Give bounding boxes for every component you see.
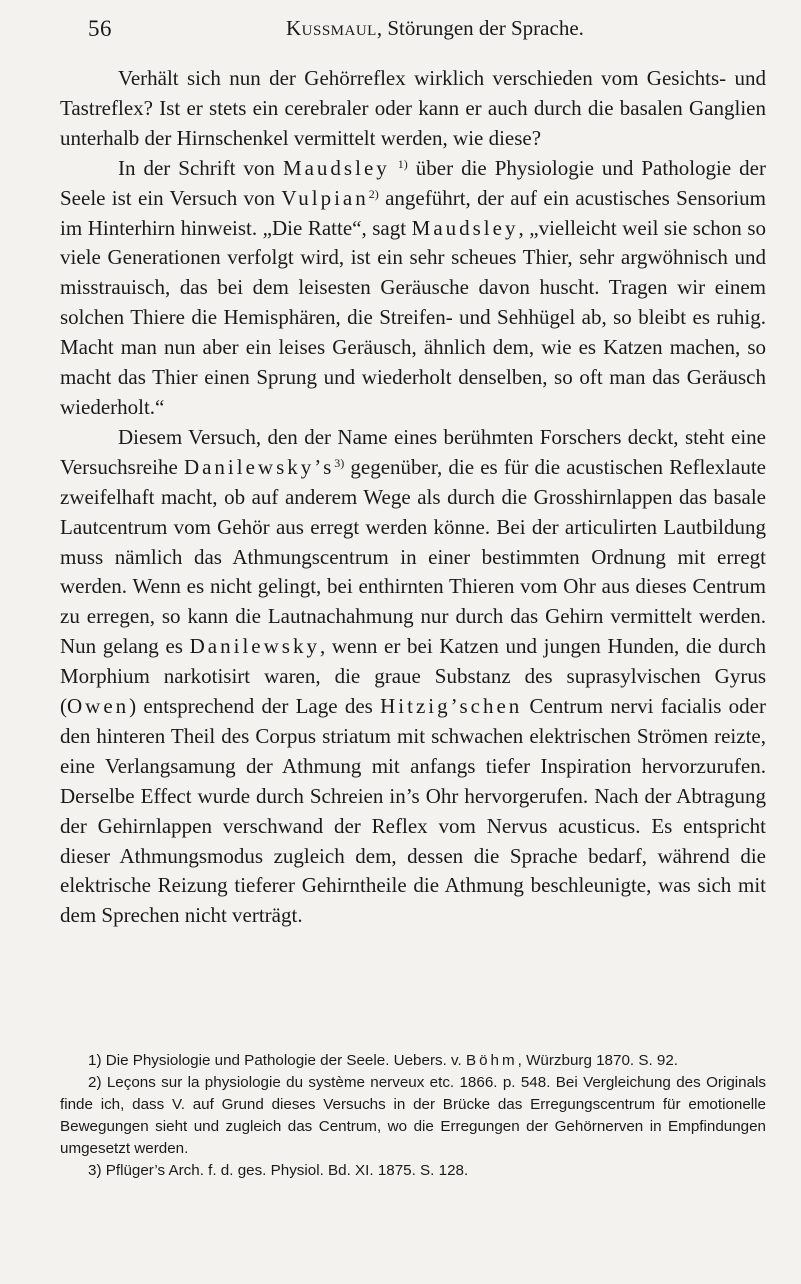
text-run: 3) Pflüger’s Arch. f. d. ges. Physiol. Bd. XI. 1875. S. 128.: [88, 1162, 469, 1179]
body-text: [60, 64, 766, 931]
spaced-name: Maudsley: [411, 215, 519, 240]
text-run: Diesem Versuch, den der Name eines berühmten Forschers deckt, steht eine Versuchsreihe: [60, 424, 766, 479]
footnotes: [60, 1050, 766, 1182]
spaced-name: Danilewsky: [189, 634, 320, 659]
spaced-name: Owen: [67, 694, 130, 719]
text-run: ) entsprechend der Lage des: [129, 694, 381, 719]
paragraph: [60, 423, 766, 931]
text-run: gegenüber, die es für die acustischen Reflexlaute zweifelhaft macht, ob auf anderem Wege als durch die Grosshirnlappen das basale Lautcentrum vom Gehör aus erregt werden könne. Bei der articulirten Lautbildung muss nämlich das Athmungscentrum in einer bestimmten Ordnung mit erregt werden. Wenn es nicht gelingt, bei enthirnten Thieren vom Ohr aus dieses Centrum zu erregen, so kann die Lautnachahmung nur durch das Gehirn vermittelt werden. Nun gelang es: [60, 454, 766, 659]
running-title-text: , Störungen der Sprache.: [376, 16, 584, 40]
page-number: 56: [88, 16, 112, 41]
text-run: , wenn er bei Katzen und jungen Hunden, die durch Morphium narkotisirt waren, die graue Substanz des suprasylvischen Gyrus (: [60, 634, 766, 719]
text-run: 1) Die Physiologie und Pathologie der Seele. Uebers. v.: [88, 1052, 466, 1069]
footnote: [60, 1160, 766, 1182]
footnote-ref: 2): [368, 186, 379, 201]
footnote: [60, 1072, 766, 1160]
text-run: Verhält sich nun der Gehörreflex wirklich verschieden vom Gesichts- und Tastreflex? Ist er stets ein cerebraler oder kann er auch durch die basalen Ganglien unterhalb der Hirnschenkel vermittelt werden, wie diese?: [60, 66, 766, 150]
footnote: [60, 1050, 766, 1072]
paragraph: [60, 64, 766, 154]
text-run: [390, 156, 398, 180]
spaced-name: Hitzig’schen: [380, 694, 523, 719]
running-title: [286, 16, 584, 41]
text-run: In der Schrift von: [118, 155, 283, 180]
text-run: , Würzburg 1870. S. 92.: [517, 1052, 679, 1069]
text-run: Centrum nervi facialis oder den hinteren Theil des Corpus striatum mit schwachen elektrischen Strömen reizte, eine Verlangsamung der Athmung mit anfangs tiefer Inspiration hervorzurufen. Derselbe Effect wurde durch Schreien in’s Ohr hervorgerufen. Nach der Abtragung der Gehirnlappen verschwand der Reflex vom Nervus acusticus. Es entspricht dieser Athmungsmodus zugleich dem, dessen die Sprache bedarf, während die elektrische Reizung tieferer Gehirntheile die Athmung beschleunigte, was sich mit dem Sprechen nicht verträgt.: [60, 694, 766, 928]
text-run: über die Physiologie und Pathologie der Seele ist ein Versuch von: [60, 155, 766, 210]
spaced-name: Vulpian: [281, 185, 369, 210]
spaced-name: Böhm: [465, 1052, 518, 1069]
text-run: angeführt, der auf ein acustisches Sensorium im Hinterhirn hinweist. „Die Ratte“, sagt: [60, 185, 766, 240]
paragraph: [60, 154, 766, 423]
spaced-name: Danilewsky’s: [183, 454, 335, 479]
text-run: 2) Leçons sur la physiologie du système nerveux etc. 1866. p. 548. Bei Vergleichung des Originals finde ich, dass V. auf Grund dieses Versuchs in der Brücke das Erregungscentrum für emotionelle Bewegungen sieht und zugleich das Centrum, wo die Erregungen der Gehörnerven in Empfindungen umgesetzt werden.: [60, 1074, 766, 1157]
spaced-name: Maudsley: [282, 155, 390, 180]
footnote-ref: 3): [334, 455, 345, 470]
running-author: Kussmaul: [286, 16, 377, 40]
text-run: , „vielleicht weil sie schon so viele Generationen verfolgt wird, ist ein sehr scheues Thier, sehr argwöhnisch und misstrauisch, das bei dem leisesten Geräusche davon huscht. Tragen wir einem solchen Thiere die Hemisphären, die Streifen- und Sehhügel ab, so bleibt es ruhig. Macht man nun aber ein leises Geräusch, ähnlich dem, wie es Katzen machen, so macht das Thier einen Sprung und wiederholt denselben, so oft man das Geräusch wiederholt.“: [60, 215, 767, 419]
footnote-ref: 1): [397, 156, 408, 171]
running-header: [88, 16, 768, 46]
